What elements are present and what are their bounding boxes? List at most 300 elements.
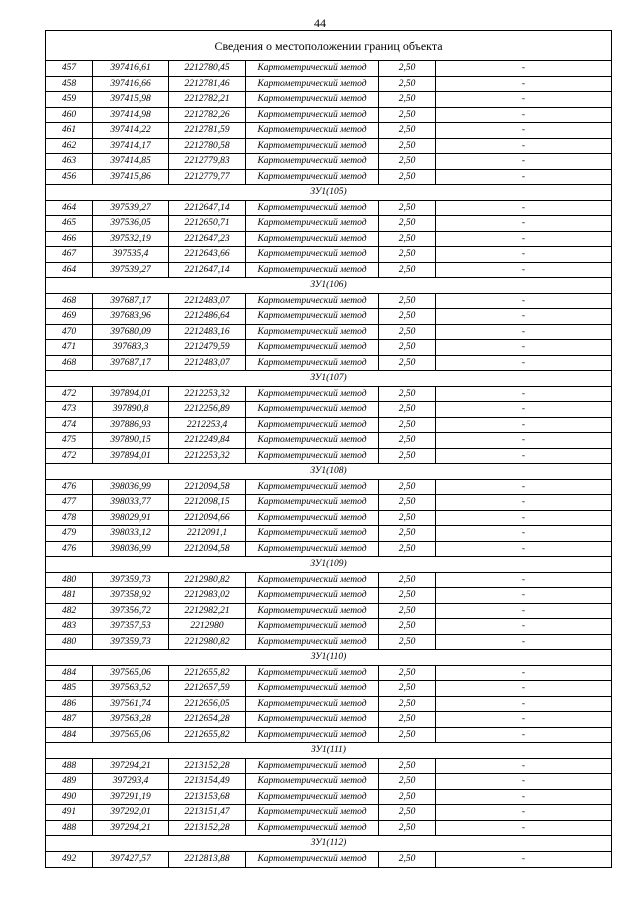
point-number-cell: 469 — [46, 309, 93, 324]
method-cell: Картометрический метод — [246, 480, 379, 495]
y-coordinate-cell: 2212780,45 — [169, 61, 246, 76]
accuracy-cell: 2,50 — [379, 480, 436, 495]
table-row — [46, 619, 611, 635]
y-coordinate-cell: 2212654,28 — [169, 712, 246, 727]
table-row — [46, 666, 611, 682]
method-cell: Картометрический метод — [246, 154, 379, 169]
description-cell: - — [521, 481, 526, 492]
x-coordinate-cell: 398036,99 — [93, 480, 169, 495]
x-coordinate-cell: 397415,86 — [93, 170, 169, 185]
table-row — [46, 604, 611, 620]
method-cell: Картометрический метод — [246, 681, 379, 696]
method-cell: Картометрический метод — [246, 604, 379, 619]
x-coordinate-cell: 397890,8 — [93, 402, 169, 417]
x-coordinate-cell: 397357,53 — [93, 619, 169, 634]
table-row — [46, 201, 611, 217]
description-cell: - — [521, 621, 526, 631]
point-number-cell: 466 — [46, 232, 93, 247]
y-coordinate-cell: 2212655,82 — [169, 728, 246, 743]
accuracy-cell: 2,50 — [379, 77, 436, 92]
accuracy-cell: 2,50 — [379, 805, 436, 820]
table-row — [46, 309, 611, 325]
table-row — [46, 247, 611, 263]
method-cell: Картометрический метод — [246, 247, 379, 262]
description-cell: - — [521, 249, 526, 259]
description-cell: - — [521, 63, 526, 73]
method-cell: Картометрический метод — [246, 170, 379, 185]
point-number-cell: 480 — [46, 635, 93, 650]
x-coordinate-cell: 397894,01 — [93, 449, 169, 464]
description-cell: - — [521, 698, 526, 709]
accuracy-cell: 2,50 — [379, 170, 436, 185]
y-coordinate-cell: 2212782,21 — [169, 92, 246, 107]
x-coordinate-cell: 397687,17 — [93, 294, 169, 309]
x-coordinate-cell: 397894,01 — [93, 387, 169, 402]
group-header-row — [46, 743, 611, 759]
x-coordinate-cell: 397561,74 — [93, 697, 169, 712]
y-coordinate-cell: 2213152,28 — [169, 759, 246, 774]
method-cell: Картометрический метод — [246, 402, 379, 417]
y-coordinate-cell: 2212781,59 — [169, 123, 246, 138]
accuracy-cell: 2,50 — [379, 356, 436, 371]
x-coordinate-cell: 398029,91 — [93, 511, 169, 526]
method-cell: Картометрический метод — [246, 232, 379, 247]
y-coordinate-cell: 2212980,82 — [169, 573, 246, 588]
point-number-cell: 462 — [46, 139, 93, 154]
accuracy-cell: 2,50 — [379, 402, 436, 417]
y-coordinate-cell: 2212980,82 — [169, 635, 246, 650]
point-number-cell: 456 — [46, 170, 93, 185]
table-row — [46, 449, 611, 465]
point-number-cell: 483 — [46, 619, 93, 634]
table-row — [46, 294, 611, 310]
y-coordinate-cell: 2212094,66 — [169, 511, 246, 526]
description-cell: - — [521, 78, 526, 89]
point-number-cell: 477 — [46, 495, 93, 510]
method-cell: Картометрический метод — [246, 542, 379, 557]
x-coordinate-cell: 397292,01 — [93, 805, 169, 820]
x-coordinate-cell: 397416,61 — [93, 61, 169, 76]
y-coordinate-cell: 2212782,26 — [169, 108, 246, 123]
accuracy-cell: 2,50 — [379, 263, 436, 278]
table-row — [46, 387, 611, 403]
accuracy-cell: 2,50 — [379, 774, 436, 789]
description-cell: - — [521, 404, 526, 414]
accuracy-cell: 2,50 — [379, 325, 436, 340]
accuracy-cell: 2,50 — [379, 542, 436, 557]
point-number-cell: 473 — [46, 402, 93, 417]
method-cell: Картометрический метод — [246, 790, 379, 805]
method-cell: Картометрический метод — [246, 697, 379, 712]
table-row — [46, 697, 611, 713]
table-row — [46, 774, 611, 790]
accuracy-cell: 2,50 — [379, 92, 436, 107]
point-number-cell: 465 — [46, 216, 93, 231]
method-cell: Картометрический метод — [246, 805, 379, 820]
group-label: ЗУ1(112) — [310, 838, 347, 848]
y-coordinate-cell: 2212643,66 — [169, 247, 246, 262]
y-coordinate-cell: 2212813,88 — [169, 852, 246, 868]
method-cell: Картометрический метод — [246, 759, 379, 774]
description-cell: - — [521, 388, 526, 399]
group-label: ЗУ1(108) — [310, 466, 347, 476]
x-coordinate-cell: 397563,52 — [93, 681, 169, 696]
y-coordinate-cell: 2212982,21 — [169, 604, 246, 619]
point-number-cell: 489 — [46, 774, 93, 789]
group-label: ЗУ1(105) — [310, 187, 347, 197]
y-coordinate-cell: 2212483,07 — [169, 356, 246, 371]
method-cell: Картометрический метод — [246, 852, 379, 868]
group-header-row — [46, 185, 611, 201]
method-cell: Картометрический метод — [246, 387, 379, 402]
accuracy-cell: 2,50 — [379, 201, 436, 216]
x-coordinate-cell: 397294,21 — [93, 821, 169, 836]
group-label: ЗУ1(107) — [310, 373, 347, 383]
y-coordinate-cell: 2212655,82 — [169, 666, 246, 681]
y-coordinate-cell: 2212483,16 — [169, 325, 246, 340]
y-coordinate-cell: 2212657,59 — [169, 681, 246, 696]
x-coordinate-cell: 397414,85 — [93, 154, 169, 169]
method-cell: Картометрический метод — [246, 139, 379, 154]
y-coordinate-cell: 2212483,07 — [169, 294, 246, 309]
table-row — [46, 495, 611, 511]
group-header-row — [46, 464, 611, 480]
accuracy-cell: 2,50 — [379, 588, 436, 603]
y-coordinate-cell: 2213152,28 — [169, 821, 246, 836]
description-cell: - — [521, 202, 526, 213]
table-row — [46, 728, 611, 744]
table-row — [46, 480, 611, 496]
y-coordinate-cell: 2213153,68 — [169, 790, 246, 805]
x-coordinate-cell: 397539,27 — [93, 263, 169, 278]
table-row — [46, 123, 611, 139]
point-number-cell: 472 — [46, 387, 93, 402]
table-row — [46, 635, 611, 651]
y-coordinate-cell: 2212647,23 — [169, 232, 246, 247]
method-cell: Картометрический метод — [246, 325, 379, 340]
description-cell: - — [521, 218, 526, 228]
accuracy-cell: 2,50 — [379, 573, 436, 588]
method-cell: Картометрический метод — [246, 712, 379, 727]
accuracy-cell: 2,50 — [379, 449, 436, 464]
description-cell: - — [521, 497, 526, 507]
x-coordinate-cell: 397414,98 — [93, 108, 169, 123]
method-cell: Картометрический метод — [246, 495, 379, 510]
y-coordinate-cell: 2212983,02 — [169, 588, 246, 603]
table-row — [46, 154, 611, 170]
description-cell: - — [521, 512, 526, 523]
accuracy-cell: 2,50 — [379, 852, 436, 868]
x-coordinate-cell: 397563,28 — [93, 712, 169, 727]
description-cell: - — [521, 528, 526, 538]
accuracy-cell: 2,50 — [379, 247, 436, 262]
method-cell: Картометрический метод — [246, 123, 379, 138]
point-number-cell: 491 — [46, 805, 93, 820]
method-cell: Картометрический метод — [246, 619, 379, 634]
table-row — [46, 356, 611, 372]
boundary-table — [45, 30, 612, 868]
table-row — [46, 588, 611, 604]
table-row — [46, 325, 611, 341]
y-coordinate-cell: 2212647,14 — [169, 201, 246, 216]
y-coordinate-cell: 2212094,58 — [169, 542, 246, 557]
accuracy-cell: 2,50 — [379, 666, 436, 681]
x-coordinate-cell: 397414,17 — [93, 139, 169, 154]
table-row — [46, 511, 611, 527]
description-cell: - — [521, 140, 526, 151]
table-row — [46, 433, 611, 449]
point-number-cell: 470 — [46, 325, 93, 340]
method-cell: Картометрический метод — [246, 511, 379, 526]
table-row — [46, 170, 611, 186]
x-coordinate-cell: 397539,27 — [93, 201, 169, 216]
point-number-cell: 467 — [46, 247, 93, 262]
point-number-cell: 471 — [46, 340, 93, 355]
description-cell: - — [521, 729, 526, 740]
y-coordinate-cell: 2212779,83 — [169, 154, 246, 169]
y-coordinate-cell: 2212253,32 — [169, 449, 246, 464]
method-cell: Картометрический метод — [246, 821, 379, 836]
method-cell: Картометрический метод — [246, 588, 379, 603]
table-row — [46, 340, 611, 356]
table-row — [46, 542, 611, 558]
table-row — [46, 61, 611, 77]
page-number: 44 — [314, 16, 326, 30]
y-coordinate-cell: 2212656,05 — [169, 697, 246, 712]
table-title: Сведения о местоположении границ объекта — [46, 31, 611, 61]
group-header-row — [46, 836, 611, 852]
table-row — [46, 712, 611, 728]
description-cell: - — [521, 791, 526, 802]
accuracy-cell: 2,50 — [379, 139, 436, 154]
description-cell: - — [521, 636, 526, 647]
point-number-cell: 475 — [46, 433, 93, 448]
description-cell: - — [521, 233, 526, 244]
y-coordinate-cell: 2212098,15 — [169, 495, 246, 510]
table-row — [46, 759, 611, 775]
description-cell: - — [521, 419, 526, 430]
description-cell: - — [521, 295, 526, 306]
group-header-row — [46, 557, 611, 573]
y-coordinate-cell: 2212479,59 — [169, 340, 246, 355]
x-coordinate-cell: 398033,12 — [93, 526, 169, 541]
method-cell: Картометрический метод — [246, 216, 379, 231]
x-coordinate-cell: 397416,66 — [93, 77, 169, 92]
x-coordinate-cell: 397291,19 — [93, 790, 169, 805]
table-row — [46, 418, 611, 434]
point-number-cell: 476 — [46, 542, 93, 557]
description-cell: - — [521, 574, 526, 585]
table-row — [46, 790, 611, 806]
point-number-cell: 464 — [46, 263, 93, 278]
x-coordinate-cell: 397536,05 — [93, 216, 169, 231]
accuracy-cell: 2,50 — [379, 232, 436, 247]
y-coordinate-cell: 2213154,49 — [169, 774, 246, 789]
x-coordinate-cell: 397415,98 — [93, 92, 169, 107]
method-cell: Картометрический метод — [246, 526, 379, 541]
point-number-cell: 486 — [46, 697, 93, 712]
table-row — [46, 805, 611, 821]
description-cell: - — [521, 156, 526, 166]
x-coordinate-cell: 398036,99 — [93, 542, 169, 557]
y-coordinate-cell: 2212249,84 — [169, 433, 246, 448]
description-cell: - — [521, 311, 526, 321]
group-label: ЗУ1(110) — [310, 652, 347, 662]
accuracy-cell: 2,50 — [379, 123, 436, 138]
group-label: ЗУ1(109) — [310, 559, 347, 569]
accuracy-cell: 2,50 — [379, 635, 436, 650]
accuracy-cell: 2,50 — [379, 433, 436, 448]
method-cell: Картометрический метод — [246, 340, 379, 355]
accuracy-cell: 2,50 — [379, 526, 436, 541]
x-coordinate-cell: 397293,4 — [93, 774, 169, 789]
accuracy-cell: 2,50 — [379, 511, 436, 526]
table-row — [46, 216, 611, 232]
description-cell: - — [521, 714, 526, 724]
description-cell: - — [521, 109, 526, 120]
table-row — [46, 681, 611, 697]
point-number-cell: 487 — [46, 712, 93, 727]
x-coordinate-cell: 397890,15 — [93, 433, 169, 448]
point-number-cell: 481 — [46, 588, 93, 603]
point-number-cell: 478 — [46, 511, 93, 526]
point-number-cell: 492 — [46, 852, 93, 868]
point-number-cell: 485 — [46, 681, 93, 696]
group-header-row — [46, 278, 611, 294]
description-cell: - — [521, 776, 526, 786]
x-coordinate-cell: 397427,57 — [93, 852, 169, 868]
method-cell: Картометрический метод — [246, 774, 379, 789]
method-cell: Картометрический метод — [246, 666, 379, 681]
point-number-cell: 457 — [46, 61, 93, 76]
x-coordinate-cell: 397680,09 — [93, 325, 169, 340]
table-row — [46, 852, 611, 868]
y-coordinate-cell: 2212780,58 — [169, 139, 246, 154]
y-coordinate-cell: 2212486,64 — [169, 309, 246, 324]
accuracy-cell: 2,50 — [379, 619, 436, 634]
method-cell: Картометрический метод — [246, 356, 379, 371]
table-row — [46, 108, 611, 124]
y-coordinate-cell: 2212781,46 — [169, 77, 246, 92]
x-coordinate-cell: 397687,17 — [93, 356, 169, 371]
accuracy-cell: 2,50 — [379, 216, 436, 231]
x-coordinate-cell: 397356,72 — [93, 604, 169, 619]
y-coordinate-cell: 2212091,1 — [169, 526, 246, 541]
accuracy-cell: 2,50 — [379, 790, 436, 805]
description-cell: - — [521, 822, 526, 833]
description-cell: - — [521, 667, 526, 678]
point-number-cell: 488 — [46, 821, 93, 836]
y-coordinate-cell: 2212253,4 — [169, 418, 246, 433]
point-number-cell: 490 — [46, 790, 93, 805]
description-cell: - — [521, 543, 526, 554]
y-coordinate-cell: 2212094,58 — [169, 480, 246, 495]
x-coordinate-cell: 397535,4 — [93, 247, 169, 262]
method-cell: Картометрический метод — [246, 294, 379, 309]
y-coordinate-cell: 2212253,32 — [169, 387, 246, 402]
accuracy-cell: 2,50 — [379, 309, 436, 324]
table-body — [46, 61, 611, 867]
y-coordinate-cell: 2213151,47 — [169, 805, 246, 820]
description-cell: - — [521, 605, 526, 616]
accuracy-cell: 2,50 — [379, 821, 436, 836]
table-row — [46, 139, 611, 155]
x-coordinate-cell: 397683,3 — [93, 340, 169, 355]
x-coordinate-cell: 397565,06 — [93, 728, 169, 743]
accuracy-cell: 2,50 — [379, 154, 436, 169]
table-row — [46, 232, 611, 248]
x-coordinate-cell: 398033,77 — [93, 495, 169, 510]
point-number-cell: 459 — [46, 92, 93, 107]
description-cell: - — [521, 760, 526, 771]
method-cell: Картометрический метод — [246, 77, 379, 92]
point-number-cell: 488 — [46, 759, 93, 774]
point-number-cell: 461 — [46, 123, 93, 138]
method-cell: Картометрический метод — [246, 309, 379, 324]
description-cell: - — [521, 357, 526, 368]
group-header-row — [46, 650, 611, 666]
method-cell: Картометрический метод — [246, 449, 379, 464]
group-label: ЗУ1(106) — [310, 280, 347, 290]
x-coordinate-cell: 397565,06 — [93, 666, 169, 681]
table-row — [46, 77, 611, 93]
accuracy-cell: 2,50 — [379, 604, 436, 619]
method-cell: Картометрический метод — [246, 92, 379, 107]
x-coordinate-cell: 397359,73 — [93, 573, 169, 588]
x-coordinate-cell: 397358,92 — [93, 588, 169, 603]
point-number-cell: 463 — [46, 154, 93, 169]
group-header-row — [46, 371, 611, 387]
accuracy-cell: 2,50 — [379, 759, 436, 774]
table-row — [46, 573, 611, 589]
point-number-cell: 484 — [46, 728, 93, 743]
accuracy-cell: 2,50 — [379, 712, 436, 727]
x-coordinate-cell: 397294,21 — [93, 759, 169, 774]
x-coordinate-cell: 397532,19 — [93, 232, 169, 247]
y-coordinate-cell: 2212647,14 — [169, 263, 246, 278]
description-cell: - — [521, 171, 526, 182]
table-row — [46, 92, 611, 108]
accuracy-cell: 2,50 — [379, 681, 436, 696]
x-coordinate-cell: 397414,22 — [93, 123, 169, 138]
point-number-cell: 476 — [46, 480, 93, 495]
table-row — [46, 263, 611, 279]
method-cell: Картометрический метод — [246, 418, 379, 433]
accuracy-cell: 2,50 — [379, 108, 436, 123]
y-coordinate-cell: 2212650,71 — [169, 216, 246, 231]
description-cell: - — [521, 435, 526, 445]
accuracy-cell: 2,50 — [379, 294, 436, 309]
y-coordinate-cell: 2212256,89 — [169, 402, 246, 417]
x-coordinate-cell: 397359,73 — [93, 635, 169, 650]
x-coordinate-cell: 397683,96 — [93, 309, 169, 324]
point-number-cell: 464 — [46, 201, 93, 216]
accuracy-cell: 2,50 — [379, 418, 436, 433]
method-cell: Картометрический метод — [246, 263, 379, 278]
method-cell: Картометрический метод — [246, 108, 379, 123]
x-coordinate-cell: 397886,93 — [93, 418, 169, 433]
accuracy-cell: 2,50 — [379, 728, 436, 743]
description-cell: - — [521, 450, 526, 461]
description-cell: - — [521, 264, 526, 275]
accuracy-cell: 2,50 — [379, 61, 436, 76]
description-cell: - — [521, 683, 526, 693]
table-row — [46, 402, 611, 418]
point-number-cell: 479 — [46, 526, 93, 541]
description-cell: - — [521, 125, 526, 135]
point-number-cell: 458 — [46, 77, 93, 92]
description-cell: - — [521, 590, 526, 600]
